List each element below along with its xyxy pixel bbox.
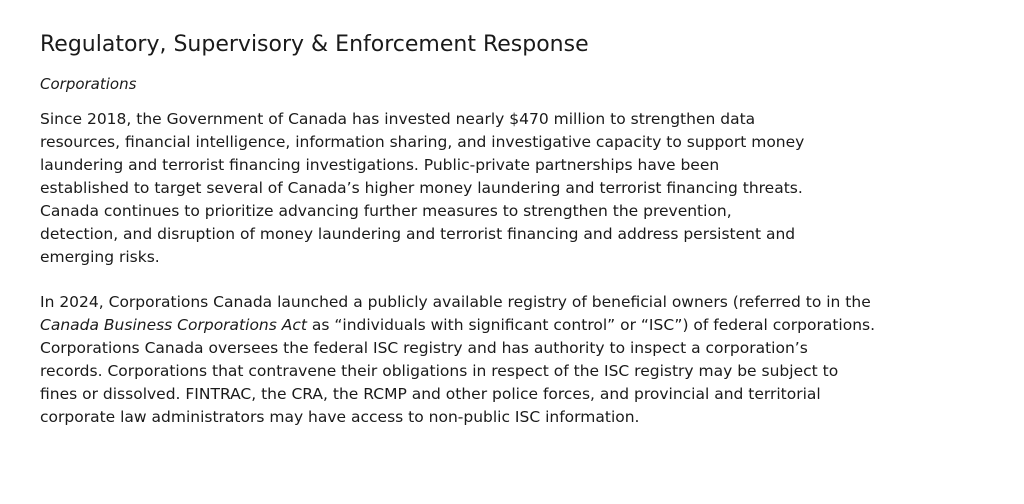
paragraph-line: Canada continues to prioritize advancing further measures to strengthen the prevention,	[40, 202, 732, 220]
paragraph-line: established to target several of Canada’s higher money laundering and terrorist financing threats.	[40, 179, 803, 197]
page-title: Regulatory, Supervisory & Enforcement Response	[40, 32, 589, 57]
section-subheading: Corporations	[40, 75, 137, 93]
paragraph-line: laundering and terrorist financing investigations. Public-private partnerships have been	[40, 156, 720, 174]
paragraph-isc-registry	[40, 291, 980, 429]
paragraph-line-rest: as “individuals with significant control” or “ISC”) of federal corporations.	[306, 316, 876, 334]
paragraph-line: In 2024, Corporations Canada launched a publicly available registry of beneficial owners (referred to in the	[40, 293, 871, 311]
paragraph-line: emerging risks.	[40, 248, 160, 266]
document-body	[40, 30, 990, 429]
act-title: Canada Business Corporations Act	[40, 316, 307, 334]
paragraph-investment	[40, 108, 860, 269]
paragraph-line: corporate law administrators may have access to non-public ISC information.	[40, 408, 640, 426]
paragraph-line: Corporations Canada oversees the federal ISC registry and has authority to inspect a corporation’s	[40, 339, 808, 357]
paragraph-line	[40, 314, 980, 337]
paragraph-line: fines or dissolved. FINTRAC, the CRA, the RCMP and other police forces, and provincial and territorial	[40, 385, 821, 403]
paragraph-line: Since 2018, the Government of Canada has invested nearly $470 million to strengthen data	[40, 110, 756, 128]
paragraph-line: resources, financial intelligence, information sharing, and investigative capacity to support money	[40, 133, 805, 151]
paragraph-line: records. Corporations that contravene their obligations in respect of the ISC registry may be subject to	[40, 362, 839, 380]
paragraph-line: detection, and disruption of money laundering and terrorist financing and address persistent and	[40, 225, 796, 243]
